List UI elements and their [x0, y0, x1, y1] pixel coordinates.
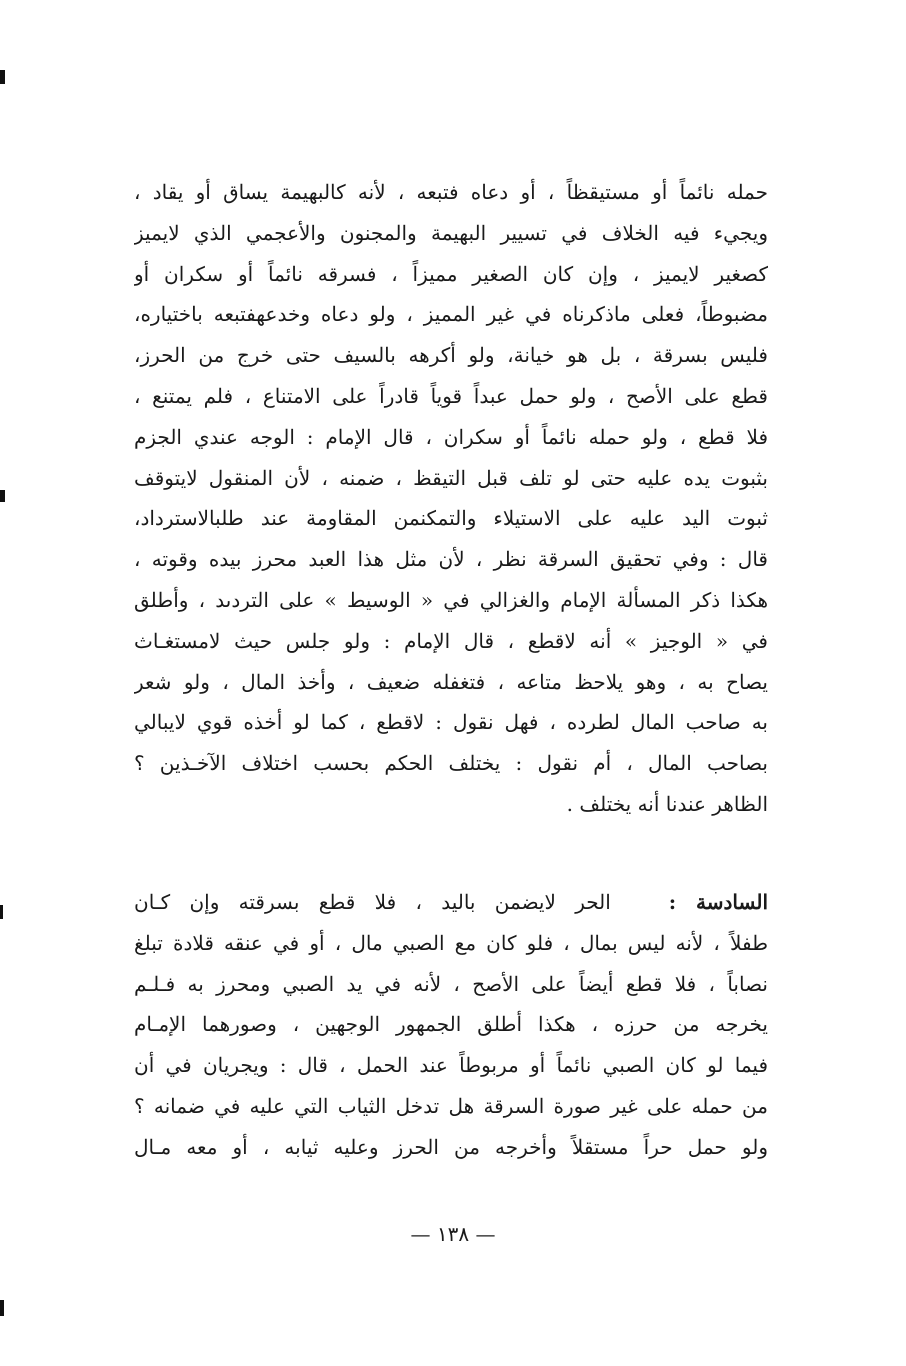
text-line: بصاحب المال ، أم نقول : يختلف الحكم بحسب اختلاف الآخـذين ؟	[134, 751, 768, 776]
text-line: يصاح به ، وهو يلاحظ متاعه ، فتغفله ضعيف ، وأخذ المال ، ولو شعر	[134, 669, 768, 694]
text-line: الظاهر عندنا أنه يختلف .	[566, 791, 768, 816]
text-line: مضبوطاً، فعلى ماذكرناه في غير المميز ، ولو دعاه وخدعهفتبعه باختياره،	[134, 302, 768, 327]
scan-edge-mark	[0, 1300, 4, 1316]
text-line: نصاباً ، فلا قطع أيضاً على الأصح ، لأنه في يد الصبي ومحرز به فـلـم	[134, 971, 768, 996]
scan-edge-mark	[0, 490, 5, 502]
paragraph-1	[134, 172, 768, 825]
text-line: طفلاً ، لأنه ليس بمال ، فلو كان مع الصبي مال ، أو في عنقه قلادة تبلغ	[134, 930, 768, 955]
text-line: ولو حمل حراً مستقلاً وأخرجه من الحرز وعليه ثيابه ، أو معه مـال	[134, 1134, 768, 1159]
scan-edge-mark	[0, 905, 3, 919]
text-line: فيما لو كان الصبي نائماً أو مربوطاً عند الحمل ، قال : ويجريان في أن	[134, 1053, 768, 1078]
paragraph-2	[134, 882, 768, 1168]
text-line: يخرجه من حرزه ، هكذا أطلق الجمهور الوجهين ، وصورهما الإمـام	[134, 1012, 768, 1037]
text-line: هكذا ذكر المسألة الإمام والغزالي في « الوسيط » على التردىد ، وأطلق	[134, 587, 768, 612]
text-line: من حمله على غير صورة السرقة هل تدخل الثياب التي عليه في ضمانه ؟	[134, 1093, 768, 1118]
text-line: به صاحب المال لطرده ، فهل نقول : لاقطع ، كما لو أخذه قوي لايبالي	[134, 710, 768, 735]
page-number: — ١٣٨ —	[410, 1222, 496, 1246]
text-line	[134, 882, 768, 923]
text-line: حمله نائماً أو مستيقظاً ، أو دعاه فتبعه ، لأنه كالبهيمة يساق أو يقاد ،	[134, 180, 768, 204]
text-line-rest: الحر لايضمن باليد ، فلا قطع بسرقته وإن كـان	[134, 890, 611, 914]
text-line: قطع على الأصح ، ولو حمل عبداً قوياً قادراً على الامتناع ، فلم يمتنع ،	[134, 383, 768, 408]
section-heading: السادسة :	[668, 890, 768, 914]
text-line: ويجيء فيه الخلاف في تسيير البهيمة والمجنون والأعجمي الذي لايميز	[134, 220, 768, 245]
text-line: في « الوجيز » أنه لاقطع ، قال الإمام : ولو جلس حيث لامستغـاث	[134, 628, 768, 653]
text-line: فلا قطع ، ولو حمله نائماً أو سكران ، قال الإمام : الوجه عندي الجزم	[134, 424, 768, 449]
scan-edge-mark	[0, 70, 5, 84]
text-line: قال : وفي تحقيق السرقة نظر ، لأن مثل هذا العبد محرز بيده وقوته ،	[134, 547, 768, 572]
text-line: فليس بسرقة ، بل هو خيانة، ولو أكرهه بالسيف حتى خرج من الحرز،	[134, 343, 768, 368]
text-line: بثبوت يده عليه حتى لو تلف قبل التيقظ ، ضمنه ، لأن المنقول لايتوقف	[134, 465, 768, 490]
text-line: ثبوت اليد عليه على الاستيلاء والتمكنمن المقاومة عند طلبالاسترداد،	[134, 506, 768, 531]
text-line: كصغير لايميز ، وإن كان الصغير مميزاً ، فسرقه نائماً أو سكران أو	[134, 261, 768, 286]
